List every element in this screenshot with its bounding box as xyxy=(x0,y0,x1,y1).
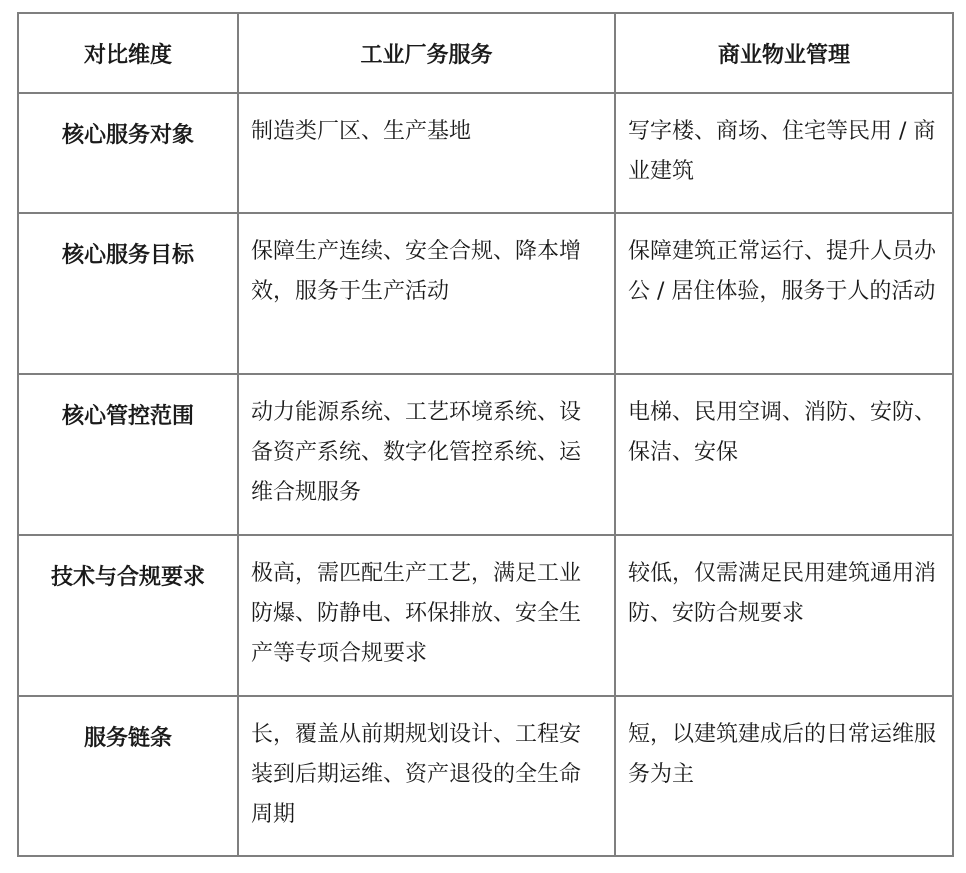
table-row xyxy=(18,374,953,535)
table-row xyxy=(18,696,953,856)
table-row xyxy=(18,213,953,374)
commercial-cell: 保障建筑正常运行、提升人员办公 / 居住体验，服务于人的活动 xyxy=(615,213,953,374)
row-dimension-label: 核心管控范围 xyxy=(18,374,238,535)
table-header-row xyxy=(18,13,953,93)
comparison-table xyxy=(17,12,954,857)
industrial-cell: 极高，需匹配生产工艺，满足工业防爆、防静电、环保排放、安全生产等专项合规要求 xyxy=(238,535,615,696)
header-dimension: 对比维度 xyxy=(18,13,238,93)
row-dimension-label: 核心服务目标 xyxy=(18,213,238,374)
row-dimension-label: 技术与合规要求 xyxy=(18,535,238,696)
commercial-cell: 短，以建筑建成后的日常运维服务为主 xyxy=(615,696,953,856)
industrial-cell: 长，覆盖从前期规划设计、工程安装到后期运维、资产退役的全生命周期 xyxy=(238,696,615,856)
industrial-cell: 保障生产连续、安全合规、降本增效，服务于生产活动 xyxy=(238,213,615,374)
row-dimension-label: 服务链条 xyxy=(18,696,238,856)
header-commercial: 商业物业管理 xyxy=(615,13,953,93)
row-dimension-label: 核心服务对象 xyxy=(18,93,238,213)
table-row xyxy=(18,93,953,213)
commercial-cell: 写字楼、商场、住宅等民用 / 商业建筑 xyxy=(615,93,953,213)
header-industrial: 工业厂务服务 xyxy=(238,13,615,93)
industrial-cell: 动力能源系统、工艺环境系统、设备资产系统、数字化管控系统、运维合规服务 xyxy=(238,374,615,535)
commercial-cell: 电梯、民用空调、消防、安防、保洁、安保 xyxy=(615,374,953,535)
commercial-cell: 较低，仅需满足民用建筑通用消防、安防合规要求 xyxy=(615,535,953,696)
industrial-cell: 制造类厂区、生产基地 xyxy=(238,93,615,213)
table-row xyxy=(18,535,953,696)
